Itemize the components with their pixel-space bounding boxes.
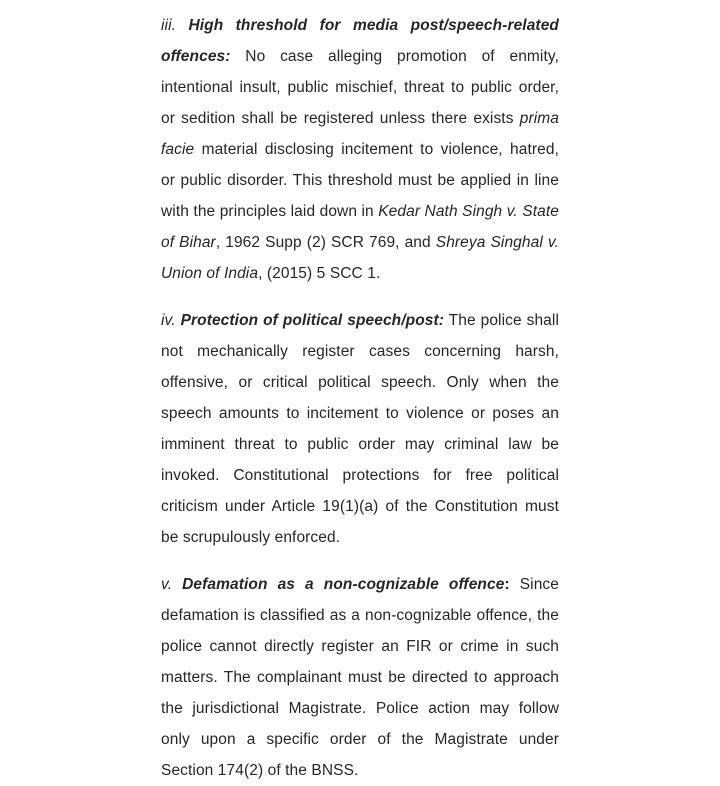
paragraph-iii [161, 10, 559, 289]
text-segment: material disclosing incitement to violence, hatred, or public disorder. This threshold must be applied in line with the principles laid down in [161, 141, 559, 220]
paragraph-marker: iv. [161, 312, 181, 329]
paragraph-heading: High threshold for media post/speech-related offences: [161, 17, 559, 65]
paragraph-v [161, 569, 559, 786]
text-segment: Since defamation is classified as a non-cognizable offence, the police cannot directly register an FIR or crime in such matters. The complainant must be directed to approach the jurisdictional Magistrate. Police action may follow only upon a specific order of the Magistrate under Section 174(2) of the BNSS. [161, 576, 559, 779]
paragraph-iv [161, 305, 559, 553]
text-segment: , 1962 Supp (2) SCR 769, and [215, 234, 436, 251]
paragraph-heading: Defamation as a non-cognizable offence [182, 576, 505, 593]
text-segment: : [504, 576, 510, 593]
paragraph-marker: v. [161, 576, 183, 593]
text-column [161, 10, 559, 786]
text-segment: The police shall not mechanically register cases concerning harsh, offensive, or critical political speech. Only when the speech amounts to incitement to violence or poses an imminent threat to public order may criminal law be invoked. Constitutional protections for free political criticism under Article 19(1)(a) of the Constitution must be scrupulously enforced. [161, 312, 559, 546]
text-segment: No case alleging promotion of enmity, intentional insult, public mischief, threat to public order, or sedition shall be registered unless there exists [161, 48, 559, 127]
text-segment: , (2015) 5 SCC 1. [258, 265, 381, 282]
case-citation: Shreya Singhal v. Union of India [161, 234, 560, 282]
paragraph-marker: iii. [161, 17, 189, 34]
case-citation: Kedar Nath Singh v. State of Bihar [161, 203, 559, 251]
paragraph-heading: Protection of political speech/post: [180, 312, 445, 329]
case-citation: prima facie [161, 110, 559, 158]
